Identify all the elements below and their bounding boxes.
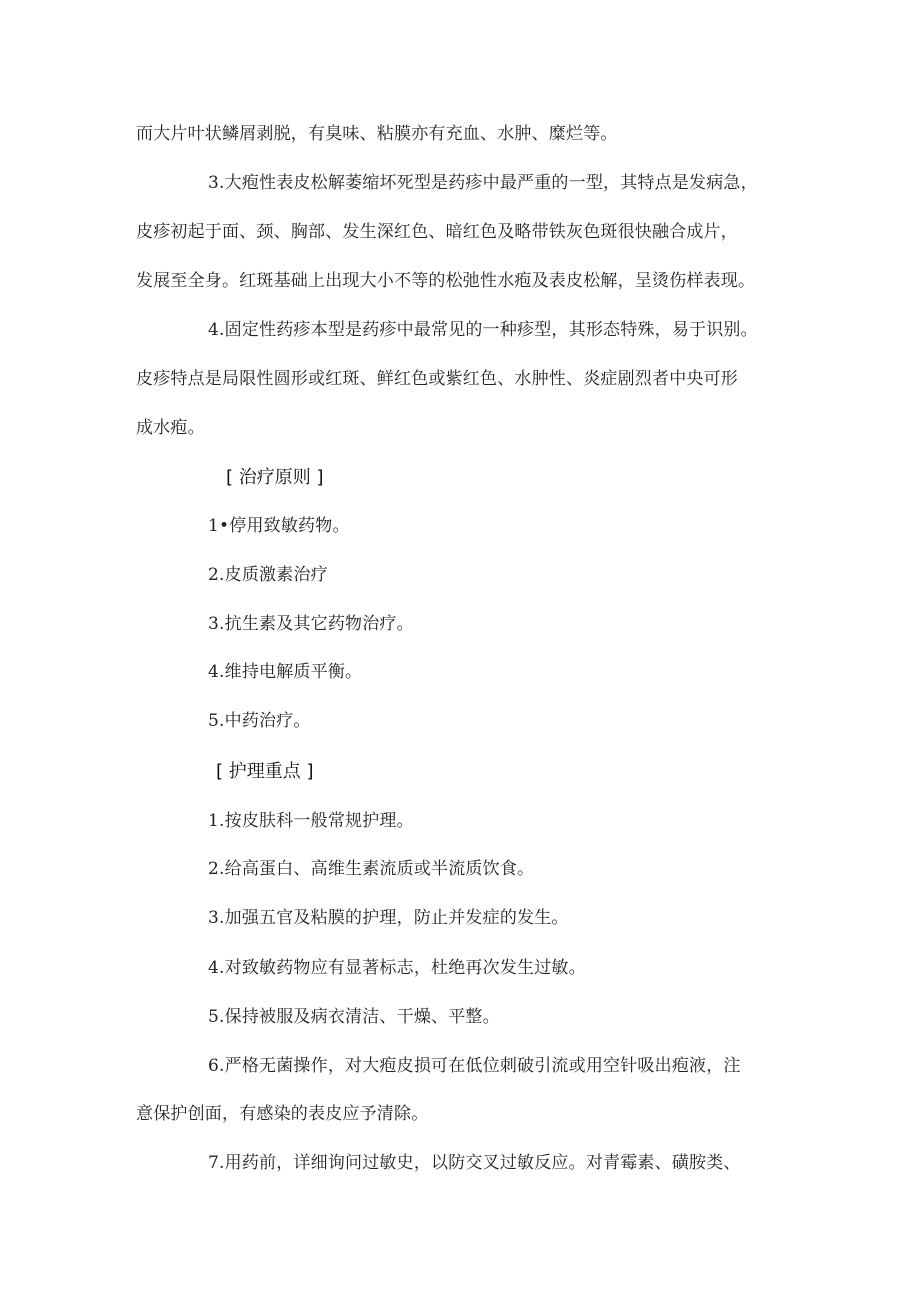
body-line: 皮疹初起于面、颈、胸部、发生深红色、暗红色及略带铁灰色斑很快融合成片， — [136, 222, 738, 242]
nursing-item: 5.保持被服及病衣清洁、干燥、平整。 — [208, 1007, 500, 1027]
body-line: 发展至全身。红斑基础上出现大小不等的松弛性水疱及表皮松解，呈烫伤样表现。 — [136, 271, 756, 291]
treatment-item: 2.皮质激素治疗 — [208, 565, 328, 585]
nursing-item: 7.用药前，详细询问过敏史，以防交叉过敏反应。对青霉素、磺胺类、 — [208, 1153, 741, 1173]
nursing-item-continuation: 意保护创面，有感染的表皮应予清除。 — [136, 1104, 429, 1124]
treatment-item: 1•停用致敏药物。 — [208, 516, 350, 536]
nursing-heading: [ 护理重点 ] — [216, 761, 314, 782]
nursing-item: 4.对致敏药物应有显著标志，杜绝再次发生过敏。 — [208, 958, 586, 978]
body-line: 3.大疱性表皮松解萎缩坏死型是药疹中最严重的一型，其特点是发病急， — [208, 173, 758, 193]
body-line: 皮疹特点是局限性圆形或红斑、鲜红色或紫红色、水肿性、炎症剧烈者中央可形 — [136, 369, 738, 389]
nursing-item: 3.加强五官及粘膜的护理，防止并发症的发生。 — [208, 908, 569, 928]
treatment-item: 5.中药治疗。 — [208, 711, 311, 731]
treatment-heading: [ 治疗原则 ] — [226, 467, 324, 488]
treatment-item: 3.抗生素及其它药物治疗。 — [208, 614, 414, 634]
treatment-item: 4.维持电解质平衡。 — [208, 662, 363, 682]
body-line: 4.固定性药疹本型是药疹中最常见的一种疹型，其形态特殊，易于识别。 — [208, 320, 758, 340]
nursing-item: 6.严格无菌操作，对大疱皮损可在低位刺破引流或用空针吸出疱液，注 — [208, 1056, 741, 1076]
body-line: 而大片叶状鳞屑剥脱，有臭味、粘膜亦有充血、水肿、糜烂等。 — [136, 124, 618, 144]
nursing-item: 1.按皮肤科一般常规护理。 — [208, 811, 414, 831]
body-line: 成水疱。 — [136, 418, 205, 438]
nursing-item: 2.给高蛋白、高维生素流质或半流质饮食。 — [208, 859, 535, 879]
